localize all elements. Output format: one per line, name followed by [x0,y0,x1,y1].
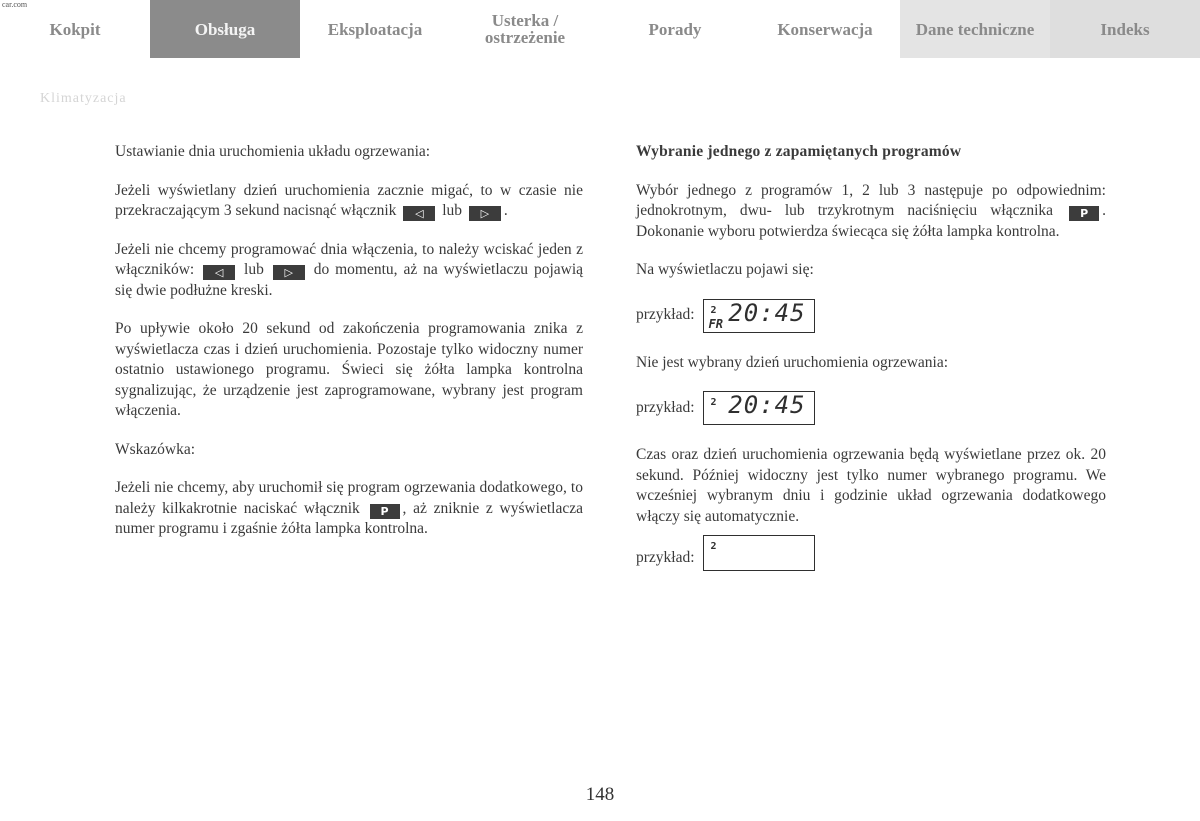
paragraph: Wybór jednego z programów 1, 2 lub 3 następuje po odpowiednim: jednokrotnym, dwu- lub trzykrotnym naciśnięciu włącznika P . Dokonanie wyboru potwierdza świecąca się żółta lampka kontrolna. [636,181,1106,240]
tab-dane-techniczne[interactable]: Dane techniczne [900,0,1050,58]
tab-porady[interactable]: Porady [648,19,702,39]
paragraph: Jeżeli wyświetlany dzień uruchomienia zacznie migać, to w czasie nie przekraczającym 3 sekund nacisnąć włącznik ◁ lub ▷ . [115,181,583,220]
paragraph: Czas oraz dzień uruchomienia ogrzewania będą wyświetlane przez ok. 20 sekund. Później widoczny jest tylko numer wybranego programu. We wcześniej wybranym dniu i godzinie układ ogrzewania dodatkowego włączy się automatycznie. [636,446,1106,525]
lcd-display [703,535,815,571]
right-arrow-key-icon: ▷ [273,265,305,280]
tab-eksploatacja[interactable]: Eksploatacja [327,19,423,39]
lcd-program-number: 2 [710,541,717,552]
example-label: przykład: [636,306,695,324]
paragraph: Ustawianie dnia uruchomienia układu ogrzewania: [115,143,431,160]
p-key-icon: P [370,504,400,519]
corner-mark: car.com [2,0,28,9]
section-label: Klimatyzacja [40,91,127,106]
example-label: przykład: [636,548,695,566]
paragraph: Nie jest wybrany dzień uruchomienia ogrzewania: [636,353,949,371]
note-heading: Wskazówka: [115,440,196,458]
lcd-day: FR [708,316,723,331]
lcd-program-number: 2 [710,397,717,408]
tab-indeks[interactable]: Indeks [1050,0,1200,58]
paragraph: Na wyświetlaczu pojawi się: [636,261,814,278]
lcd-display [703,391,815,425]
example-row [636,541,1106,571]
right-arrow-key-icon: ▷ [469,206,501,221]
tab-kokpit[interactable]: Kokpit [49,19,101,39]
lcd-time: 20:45 [728,391,806,419]
chapter-tab-bar [0,0,1200,58]
lcd-time: 20:45 [728,298,806,327]
paragraph: Jeżeli nie chcemy, aby uruchomił się program ogrzewania dodatkowego, to należy kilkakrotnie naciskać włącznik P , aż zniknie z wyświetlacza numer programu i zgaśnie żółta lampka kontrolna. [115,479,583,537]
example-label: przykład: [636,398,695,416]
paragraph: Jeżeli nie chcemy programować dnia włączenia, to należy wciskać jeden z włączników: ◁ lub ▷ do momentu, aż na wyświetlaczu pojawią się dwie podłużne kreski. [115,240,584,299]
lcd-display [703,299,815,333]
tab-obsluga[interactable]: Obsługa [150,0,300,58]
section-heading: Wybranie jednego z zapamiętanych programów [636,143,962,160]
page-number: 148 [585,784,615,805]
p-key-icon: P [1069,206,1099,221]
left-arrow-key-icon: ◁ [203,265,235,280]
left-column [115,142,583,558]
tab-konserwacja[interactable]: Konserwacja [777,19,873,39]
right-column [636,142,1106,591]
left-arrow-key-icon: ◁ [403,206,435,221]
example-row [636,299,1106,333]
paragraph: Po upływie około 20 sekund od zakończenia programowania znika z wyświetlacza czas i dzień uruchomienia. Pozostaje tylko widoczny numer ostatnio ustawionego programu. Świeci się żółta lampka kontrolna sygnalizując, że urządzenie jest zaprogramowane, wybrany jest program włączenia. [115,320,583,419]
example-row [636,391,1106,425]
tab-usterka[interactable]: Usterka / ostrzeżenie [484,11,566,47]
lcd-program-number: 2 [710,304,717,316]
